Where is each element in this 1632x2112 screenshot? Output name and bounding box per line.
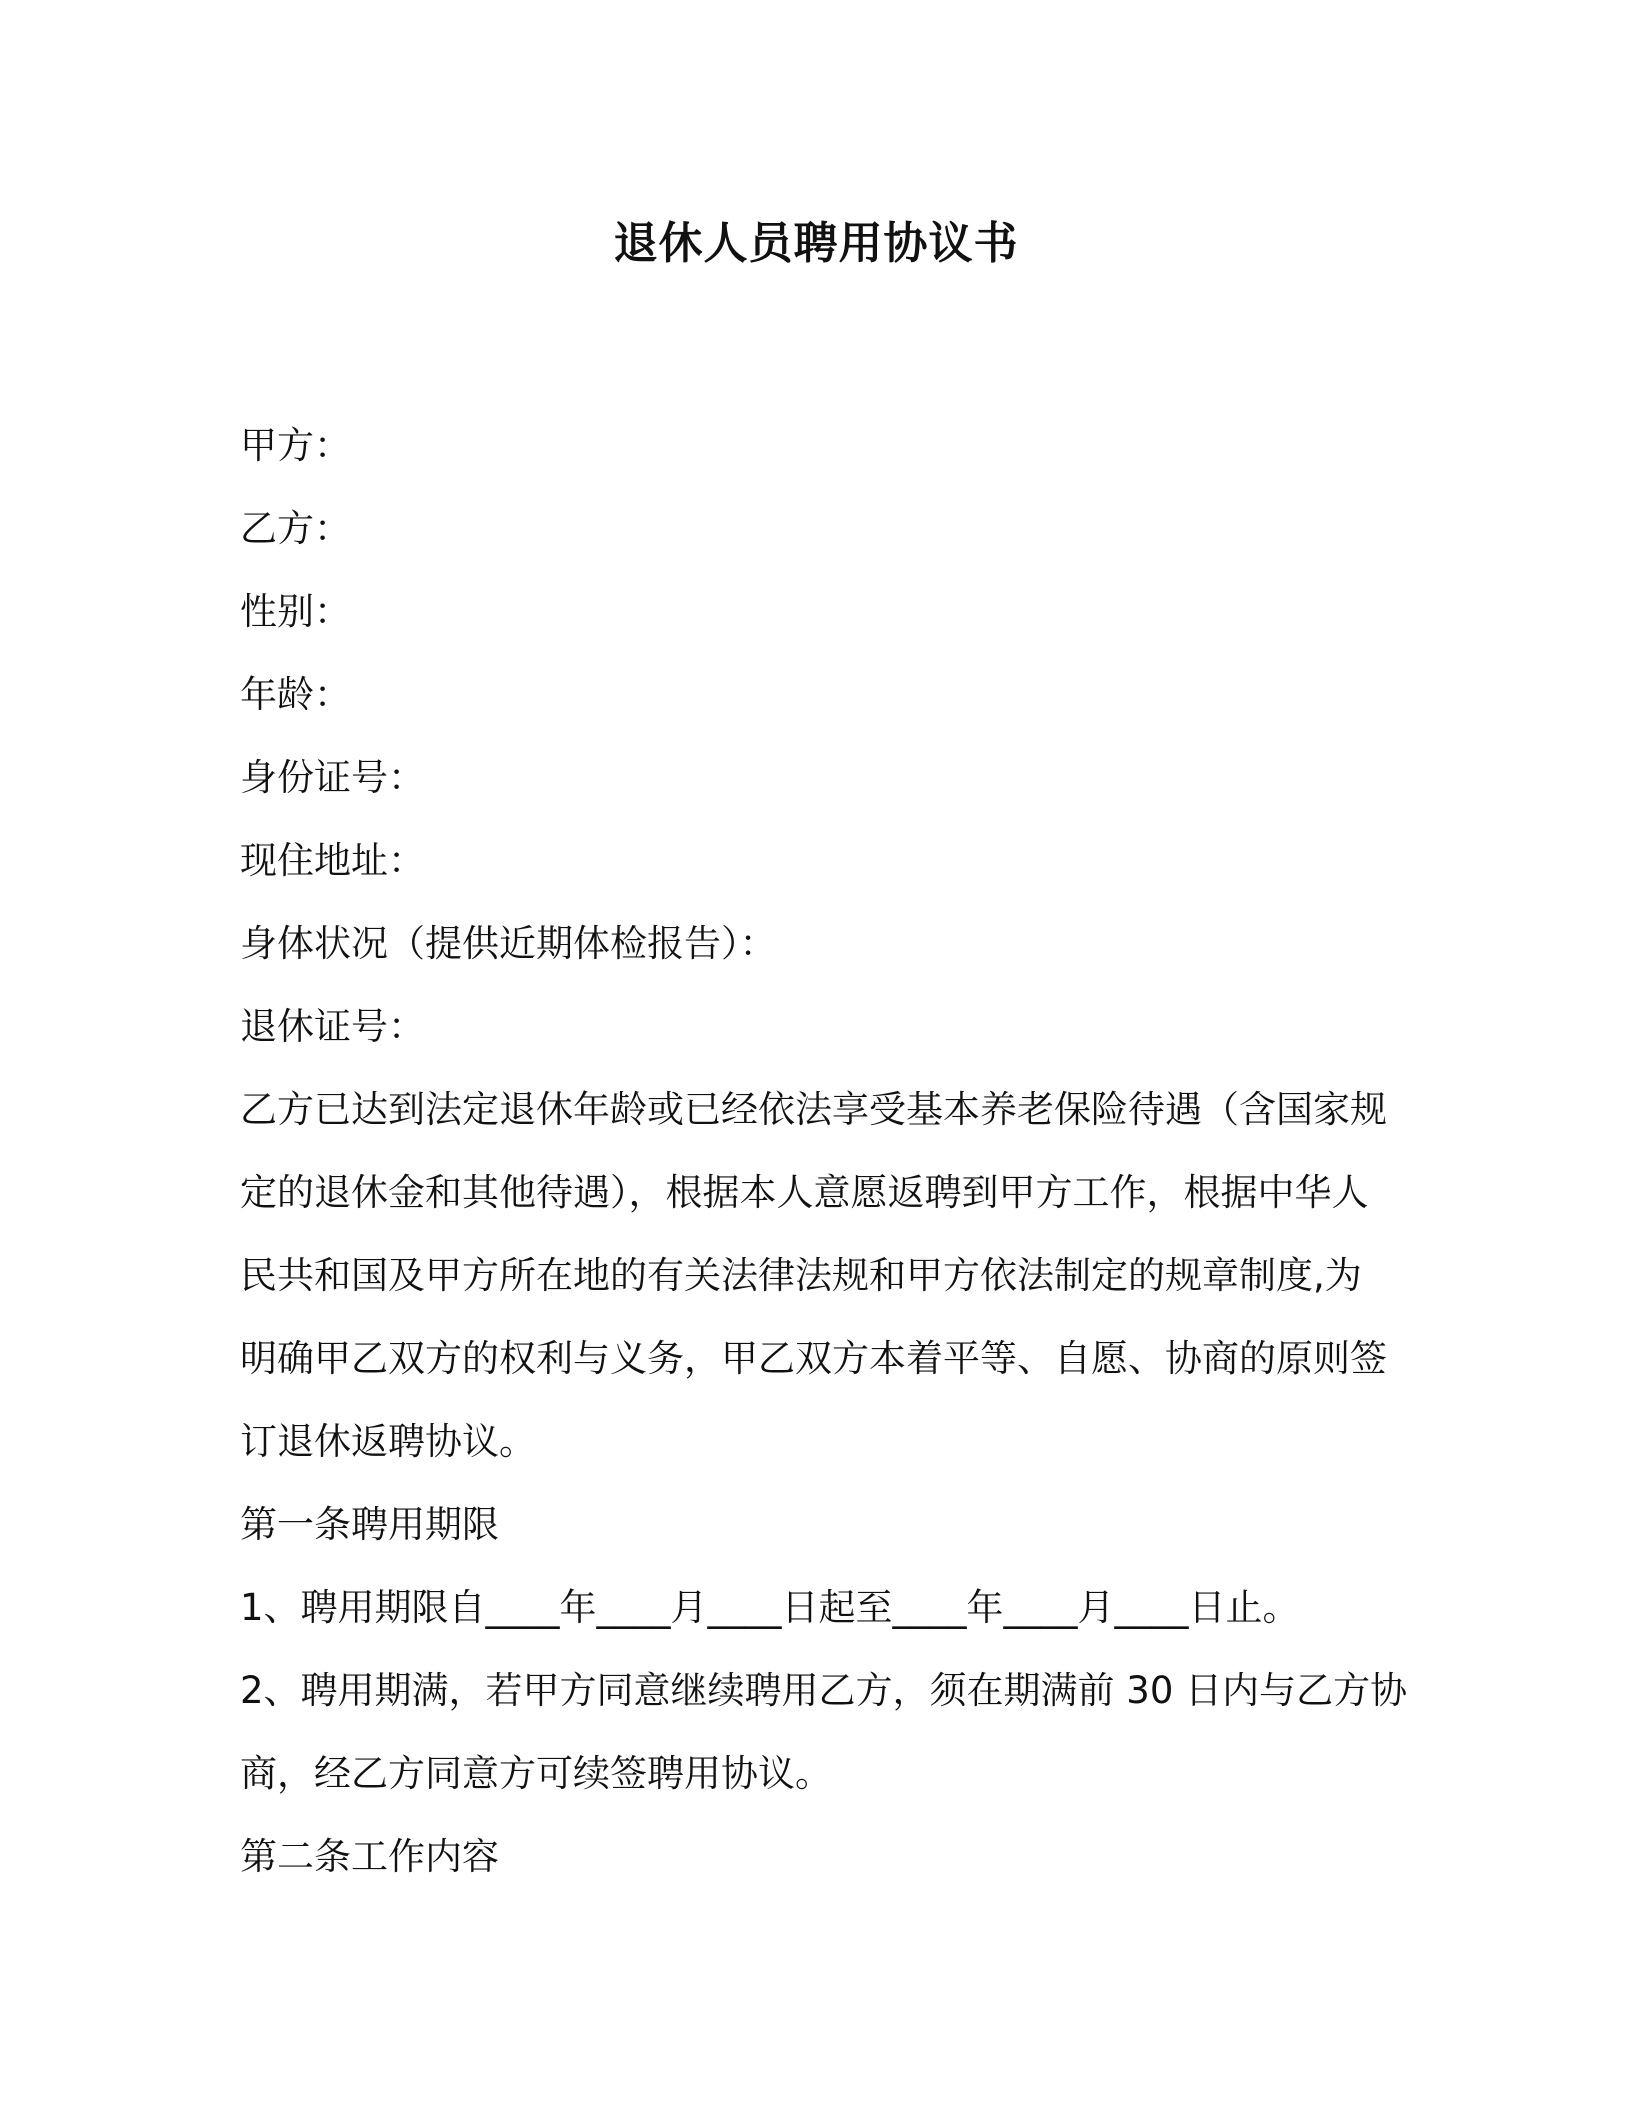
field-retirement-cert: 退休证号： xyxy=(240,1005,425,1048)
intro-line-2: 定的退休金和其他待遇），根据本人意愿返聘到甲方工作，根据中华人 xyxy=(240,1171,1369,1214)
intro-line-4: 明确甲乙双方的权利与义务，甲乙双方本着平等、自愿、协商的原则签 xyxy=(240,1337,1387,1380)
article-1-item-1: 1、聘用期限自____年____月____日起至____年____月____日止。 xyxy=(240,1586,1300,1629)
intro-line-5: 订退休返聘协议。 xyxy=(240,1420,536,1463)
document-title: 退休人员聘用协议书 xyxy=(613,218,1019,269)
article-1-item-2-line-2: 商，经乙方同意方可续签聘用协议。 xyxy=(240,1752,832,1795)
field-gender: 性别： xyxy=(240,590,351,633)
document-body xyxy=(240,404,1408,1898)
field-address: 现住地址： xyxy=(240,839,425,882)
field-health: 身体状况（提供近期体检报告）： xyxy=(240,922,777,965)
field-party-b: 乙方： xyxy=(240,507,351,550)
field-party-a: 甲方： xyxy=(240,424,351,467)
article-2-heading: 第二条工作内容 xyxy=(240,1835,499,1878)
intro-line-1: 乙方已达到法定退休年龄或已经依法享受基本养老保险待遇（含国家规 xyxy=(240,1088,1387,1131)
field-age: 年龄： xyxy=(240,673,351,716)
article-1-heading: 第一条聘用期限 xyxy=(240,1503,499,1546)
intro-line-3: 民共和国及甲方所在地的有关法律法规和甲方依法制定的规章制度,为 xyxy=(240,1254,1362,1297)
field-id-number: 身份证号： xyxy=(240,756,425,799)
article-1-item-2-line-1: 2、聘用期满，若甲方同意继续聘用乙方，须在期满前 30 日内与乙方协 xyxy=(240,1669,1408,1712)
